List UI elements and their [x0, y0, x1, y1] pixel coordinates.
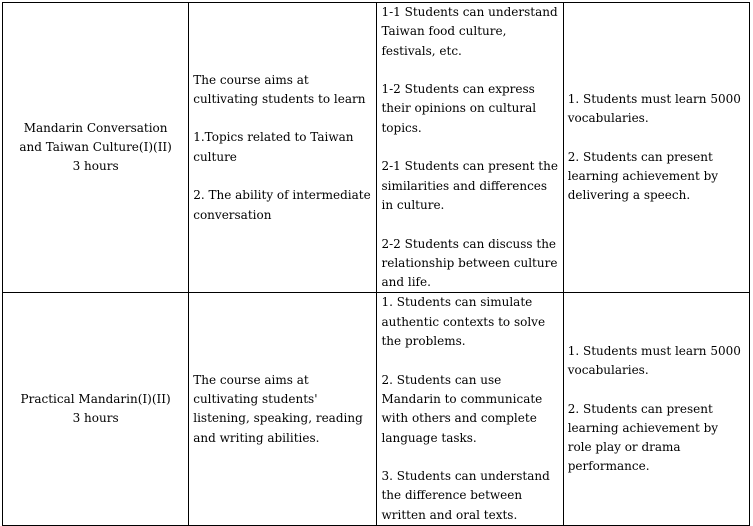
course-table [2, 2, 750, 526]
competency-item: 1-2 Students can express their opinions on cultural topics. [381, 82, 537, 135]
competency-item: 3. Students can understand the difference between written and oral texts. [381, 469, 550, 522]
requirements-cell [563, 293, 749, 526]
competency-item: 1-1 Students can understand Taiwan food culture, festivals, etc. [381, 5, 558, 58]
table-row [3, 3, 750, 293]
requirement-item: 1. Students must learn 5000 vocabularies. [567, 91, 741, 126]
objective-point: 2. The ability of intermediate conversation [193, 188, 371, 222]
course-name-cell [3, 3, 189, 293]
course-name-line: Mandarin Conversation [23, 120, 168, 135]
requirement-item: 2. Students can present learning achievement by delivering a speech. [567, 149, 719, 203]
requirement-item: 2. Students can present learning achievement by role play or drama performance. [567, 401, 719, 474]
requirement-item: 1. Students must learn 5000 vocabularies. [567, 343, 741, 377]
course-hours: 3 hours [72, 159, 119, 174]
course-name-cell [3, 293, 189, 526]
competencies-cell [377, 293, 563, 526]
objective-intro: The course aims at cultivating students' listening, speaking, reading and writing abilities. [193, 372, 363, 445]
course-name-line: Practical Mandarin(I)(II) [20, 391, 171, 406]
competency-item: 2-2 Students can discuss the relationship between culture and life. [381, 236, 558, 290]
competency-item: 2-1 Students can present the similarities and differences in culture. [381, 159, 558, 212]
requirements-cell [563, 3, 749, 293]
course-name-line: and Taiwan Culture(I)(II) [19, 140, 172, 155]
course-hours: 3 hours [72, 411, 119, 426]
objective-cell [189, 293, 377, 526]
competency-item: 1. Students can simulate authentic contexts to solve the problems. [381, 295, 546, 349]
competencies-cell [377, 3, 563, 293]
objective-intro: The course aims at cultivating students to learn [193, 72, 366, 106]
objective-cell [189, 3, 377, 293]
objective-point: 1.Topics related to Taiwan culture [193, 130, 354, 164]
competency-item: 2. Students can use Mandarin to communicate with others and complete language tasks. [381, 372, 543, 445]
table-row [3, 293, 750, 526]
